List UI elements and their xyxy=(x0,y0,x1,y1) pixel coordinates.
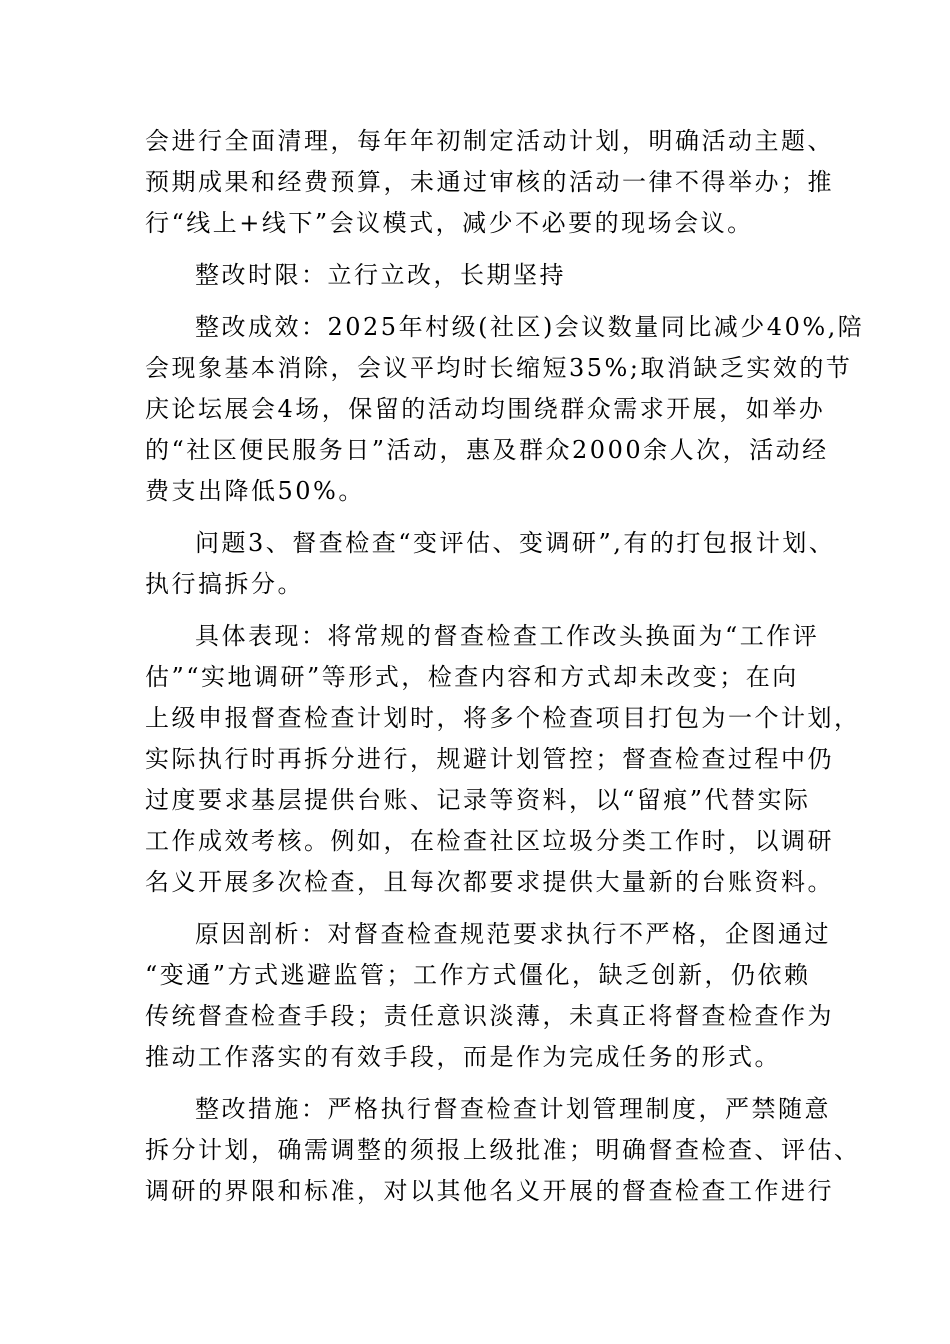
text-line: 庆论坛展会4场，保留的活动均围绕群众需求开展，如举办 xyxy=(145,395,826,423)
text-line: 工作成效考核。例如，在检查社区垃圾分类工作时，以调研 xyxy=(145,827,834,855)
text-line: 会现象基本消除，会议平均时长缩短35%;取消缺乏实效的节 xyxy=(145,354,853,382)
text-line: 上级申报督查检查计划时，将多个检查项目打包为一个计划， xyxy=(145,704,861,732)
paragraph-time-limit: 整改时限：立行立改，长期坚持 xyxy=(195,261,566,289)
text-line: 估”“实地调研”等形式，检查内容和方式却未改变；在向 xyxy=(145,663,799,691)
paragraph-rectification-measures: 整改措施：严格执行督查检查计划管理制度，严禁随意 xyxy=(195,1095,831,1123)
paragraph-cause-analysis: 原因剖析：对督查检查规范要求执行不严格，企图通过 xyxy=(195,920,831,948)
text-line: 调研的界限和标准，对以其他名义开展的督查检查工作进行 xyxy=(145,1177,834,1205)
text-line: 的“社区便民服务日”活动，惠及群众2000余人次，活动经 xyxy=(145,436,829,464)
text-line: 实际执行时再拆分进行，规避计划管控；督查检查过程中仍 xyxy=(145,745,834,773)
text-line: 传统督查检查手段；责任意识淡薄，未真正将督查检查作为 xyxy=(145,1002,834,1030)
text-line: “变通”方式逃避监管；工作方式僵化，缺乏创新，仍依赖 xyxy=(145,961,811,989)
text-line: 费支出降低50%。 xyxy=(145,477,365,505)
section-heading-problem-3: 问题3、督查检查“变评估、变调研”,有的打包报计划、 xyxy=(195,529,836,557)
text-line: 拆分计划，确需调整的须报上级批准；明确督查检查、评估、 xyxy=(145,1136,861,1164)
text-line: 会进行全面清理，每年年初制定活动计划，明确活动主题、 xyxy=(145,127,834,155)
text-line: 预期成果和经费预算，未通过审核的活动一律不得举办；推 xyxy=(145,168,834,196)
text-line: 过度要求基层提供台账、记录等资料，以“留痕”代替实际 xyxy=(145,786,811,814)
document-body xyxy=(145,121,865,1212)
paragraph-results: 整改成效：2025年村级(社区)会议数量同比减少40%,陪 xyxy=(195,313,865,341)
text-line: 推动工作落实的有效手段，而是作为完成任务的形式。 xyxy=(145,1043,781,1071)
text-line: 行“线上+线下”会议模式，减少不必要的现场会议。 xyxy=(145,209,754,237)
paragraph-manifestation: 具体表现：将常规的督查检查工作改头换面为“工作评 xyxy=(195,622,820,650)
text-line: 名义开展多次检查，且每次都要求提供大量新的台账资料。 xyxy=(145,868,834,896)
section-heading-continuation: 执行搞拆分。 xyxy=(145,570,304,598)
